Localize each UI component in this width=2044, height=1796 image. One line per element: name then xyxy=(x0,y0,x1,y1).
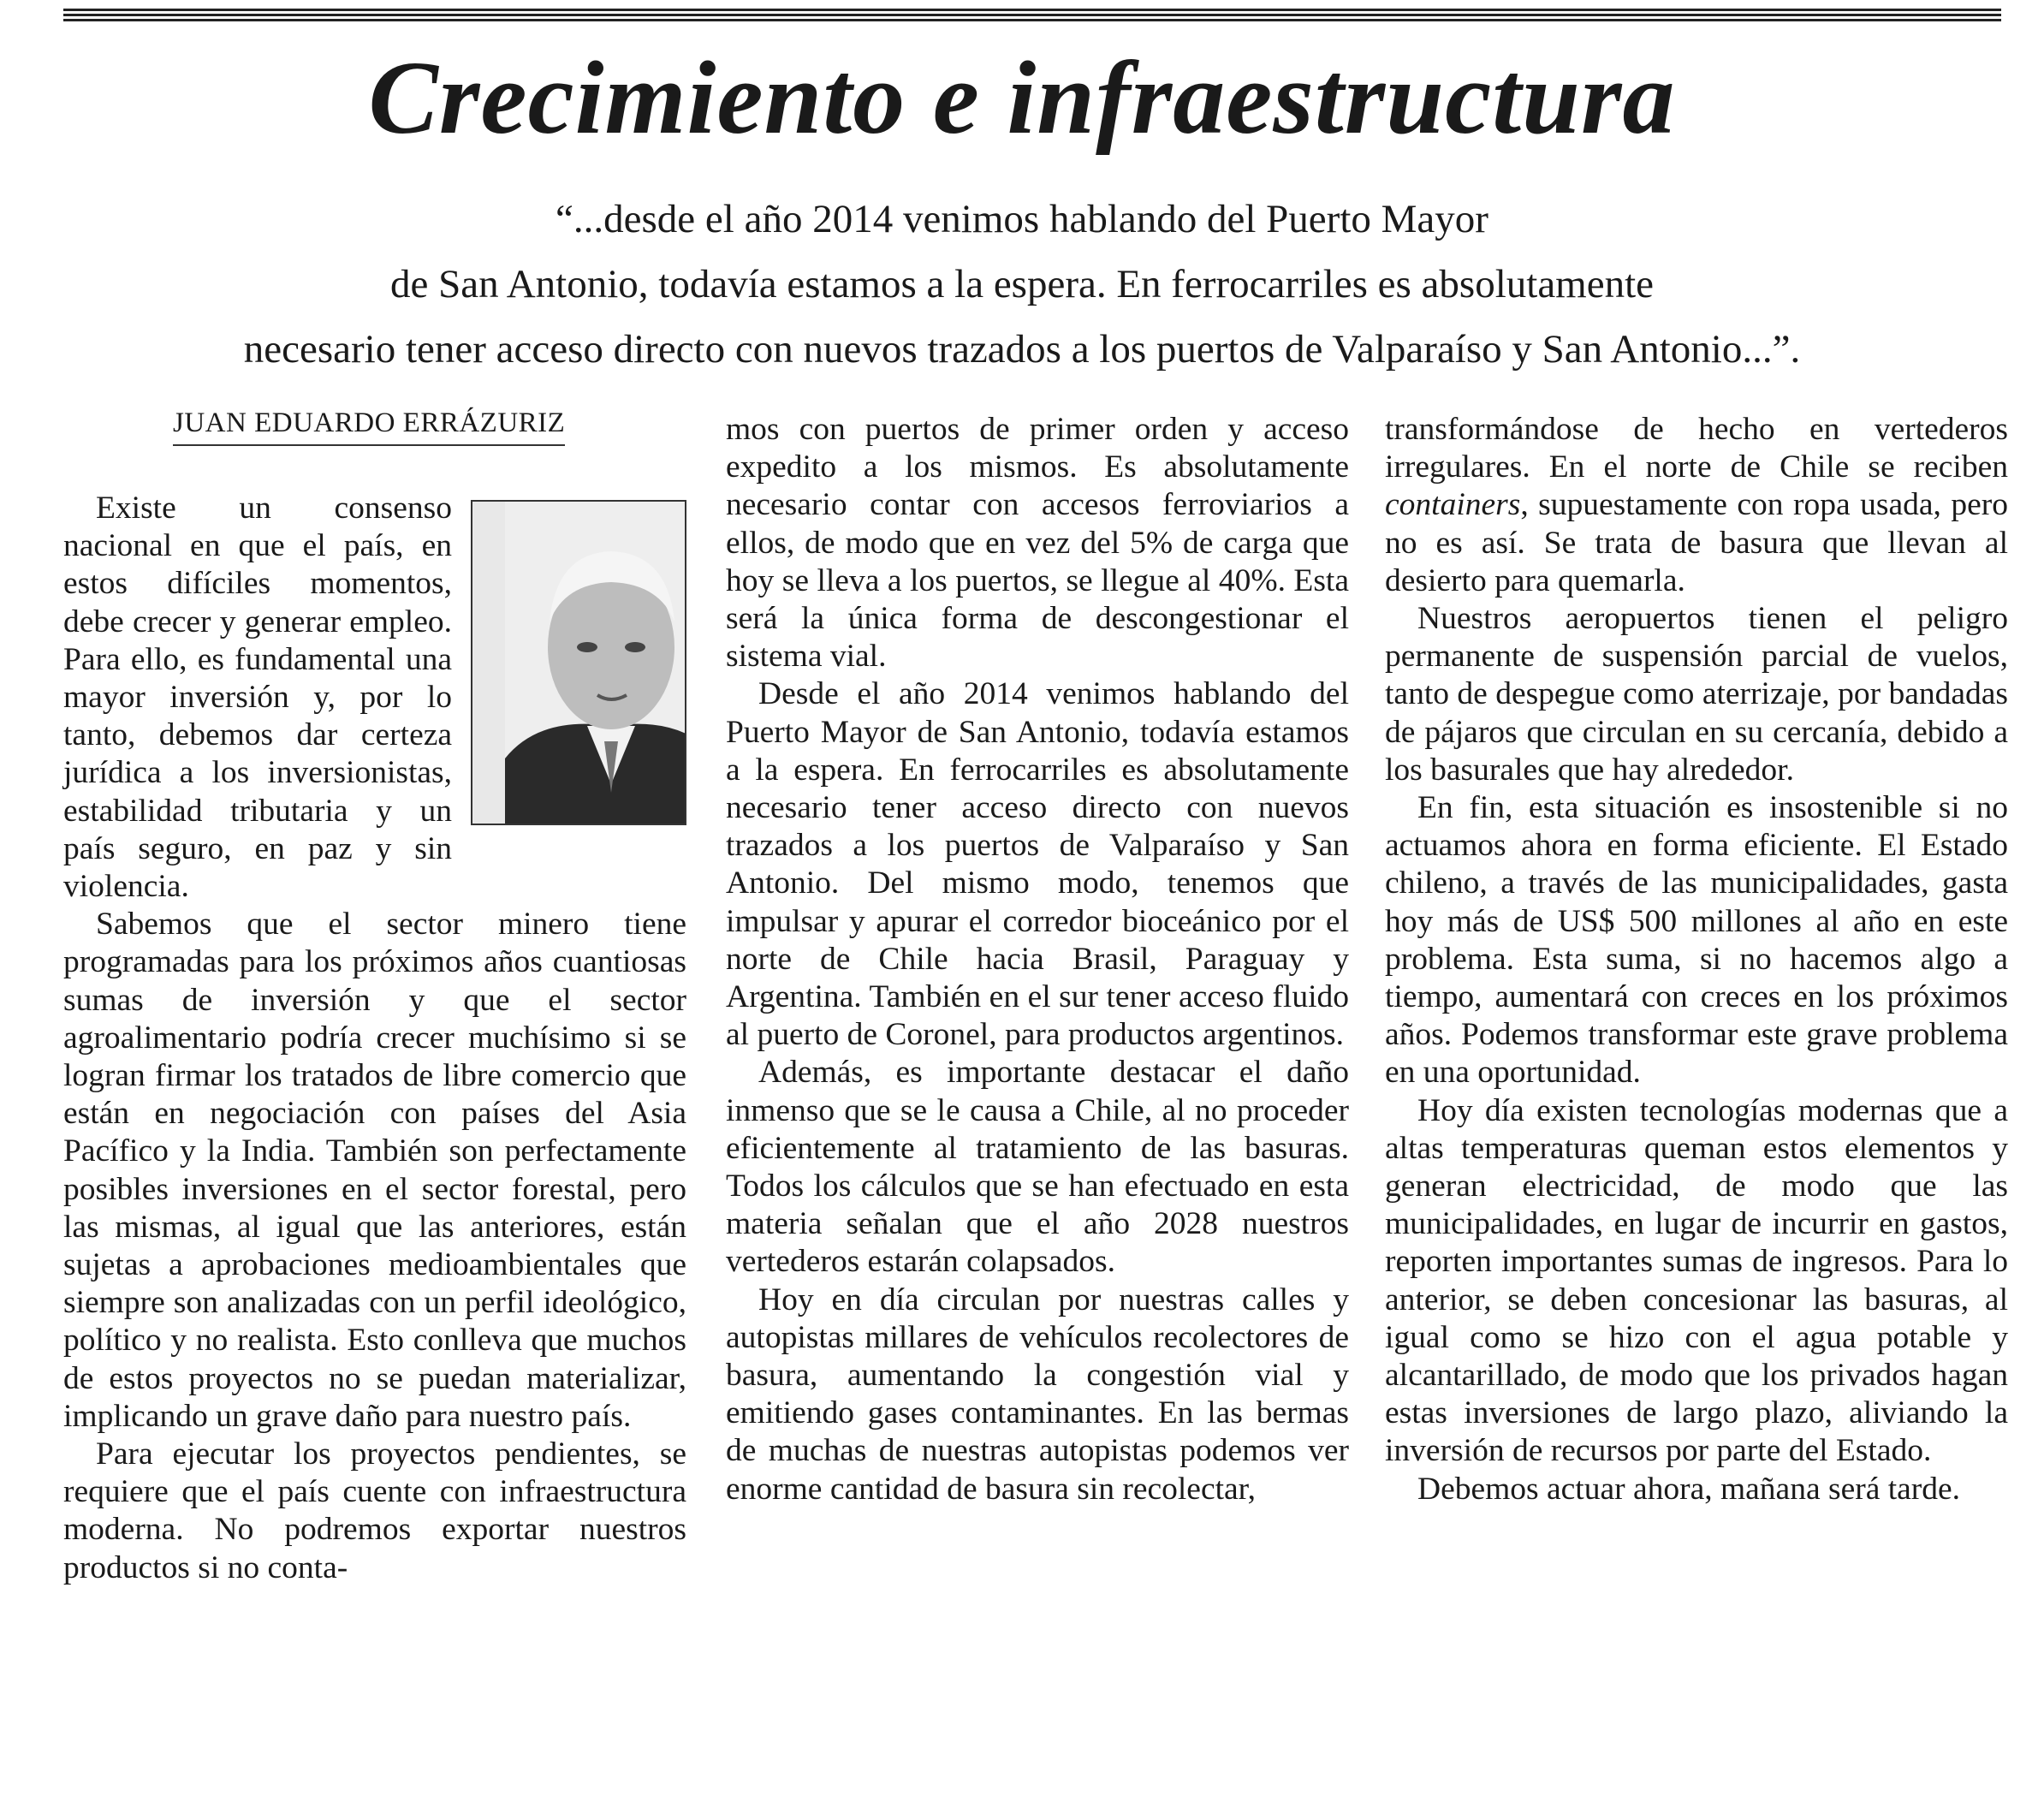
article-paragraph: Existe un consenso nacional en que el país, en estos difíciles momentos, debe crecer y generar empleo. Para ello, es fundamental una mayor inversión y, por lo tanto, debemos dar certeza jurídica a los inversionistas, estabilidad tributaria y un país seguro, en paz y sin violencia. xyxy=(63,490,686,906)
article-paragraph: transformándose de hecho en vertederos irregulares. En el norte de Chile se reciben containers, supuestamente con ropa usada, pero no es así. Se trata de basura que llevan al desierto para quemarla. xyxy=(1385,412,2008,598)
article-paragraph: Además, es importante destacar el daño inmenso que se le causa a Chile, al no proceder eficientemente al tratamiento de las basuras. Todos los cálculos que se han efectuado en esta materia señalan que el año 2028 nuestros vertederos estarán colapsados. xyxy=(726,1055,1349,1280)
article-paragraph: Hoy día existen tecnologías modernas que a altas temperaturas queman estos elementos y generan electricidad, de modo que las municipalidades, en lugar de incurrir en gastos, reporten importantes sumas de ingresos. Para lo anterior, se deben concesionar las basuras, al igual como se hizo con el agua potable y alcantarillado, de modo que los privados hagan estas inversiones de largo plazo, aliviando la inversión de recursos por parte del Estado. xyxy=(1385,1092,2008,1469)
article-column-1 xyxy=(63,490,686,1587)
article-paragraph: Desde el año 2014 venimos hablando del Puerto Mayor de San Antonio, todavía estamos a la espera. En ferrocarriles es absolutamente necesario tener acceso directo con nuevos trazados a los puertos de Valparaíso y San Antonio. Del mismo modo, tenemos que impulsar y apurar el corredor bioceánico por el norte de Chile hacia Brasil, Paraguay y Argentina. También en el sur tener acceso fluido al puerto de Coronel, para productos argentinos. xyxy=(726,676,1349,1053)
pull-quote-line: de San Antonio, todavía estamos a la espera. En ferrocarriles es absolutamente xyxy=(389,262,1655,306)
article-paragraph: Hoy en día circulan por nuestras calles y autopistas millares de vehículos recolectores de basura, aumentando la congestión vial y emitiendo gases contaminantes. En las bermas de muchas de nuestras autopistas podemos ver enorme cantidad de basura sin recolectar, xyxy=(726,1282,1349,1507)
author-photo xyxy=(471,500,686,825)
article-title: Crecimiento e infraestructura xyxy=(368,40,1676,156)
italic-term: containers xyxy=(1385,487,1521,523)
article-paragraph: mos con puertos de primer orden y acceso expedito a los mismos. Es absolutamente necesario contar con accesos ferroviarios a ellos, de modo que en vez del 5% de carga que hoy se lleva a los puertos, se llegue al 40%. Esta será la única forma de descongestionar el sistema vial. xyxy=(726,412,1349,675)
author-portrait-icon xyxy=(505,502,686,824)
article-column-2 xyxy=(726,411,1349,1508)
article-paragraph: Nuestros aeropuertos tienen el peligro permanente de suspensión parcial de vuelos, tanto de despegue como aterrizaje, por bandadas de pájaros que circulan en su cercanía, debido a los basurales que hay alrededor. xyxy=(1385,601,2008,788)
header-rules xyxy=(63,9,2001,24)
article-paragraph: Sabemos que el sector minero tiene programadas para los próximos años cuantiosas sumas de inversión y que el sector agroalimentario podría crecer muchísimo si se logran firmar los tratados de libre comercio que están en negociación con países del Asia Pacífico y la India. También son perfectamente posibles inversiones en el sector forestal, pero las mismas, al igual que las anteriores, están sujetas a aprobaciones medioambientales que siempre son analizadas con un perfil ideológico, político y no realista. Esto conlleva que muchos de estos proyectos no se puedan materializar, implicando un grave daño para nuestro país. xyxy=(63,907,686,1434)
article-column-3 xyxy=(1385,411,2008,1508)
pull-quote-line: necesario tener acceso directo con nuevos trazados a los puertos de Valparaíso y San Antonio...”. xyxy=(243,327,1801,372)
pull-quote-line: “...desde el año 2014 venimos hablando del Puerto Mayor xyxy=(556,197,1488,241)
article-paragraph: En fin, esta situación es insostenible si no actuamos ahora en forma eficiente. El Estado chileno, a través de las municipalidades, gasta hoy más de US$ 500 millones al año en este problema. Esta suma, si no hacemos algo a tiempo, aumentará con creces en los próximos años. Podemos transformar este grave problema en una oportunidad. xyxy=(1385,790,2008,1091)
article-paragraph: Debemos actuar ahora, mañana será tarde. xyxy=(1417,1471,1961,1507)
pull-quote xyxy=(86,187,1958,382)
author-byline: JUAN EDUARDO ERRÁZURIZ xyxy=(173,407,565,446)
article-paragraph: Para ejecutar los proyectos pendientes, se requiere que el país cuente con infraestructura moderna. No podremos exportar nuestros productos si no conta- xyxy=(63,1436,686,1585)
